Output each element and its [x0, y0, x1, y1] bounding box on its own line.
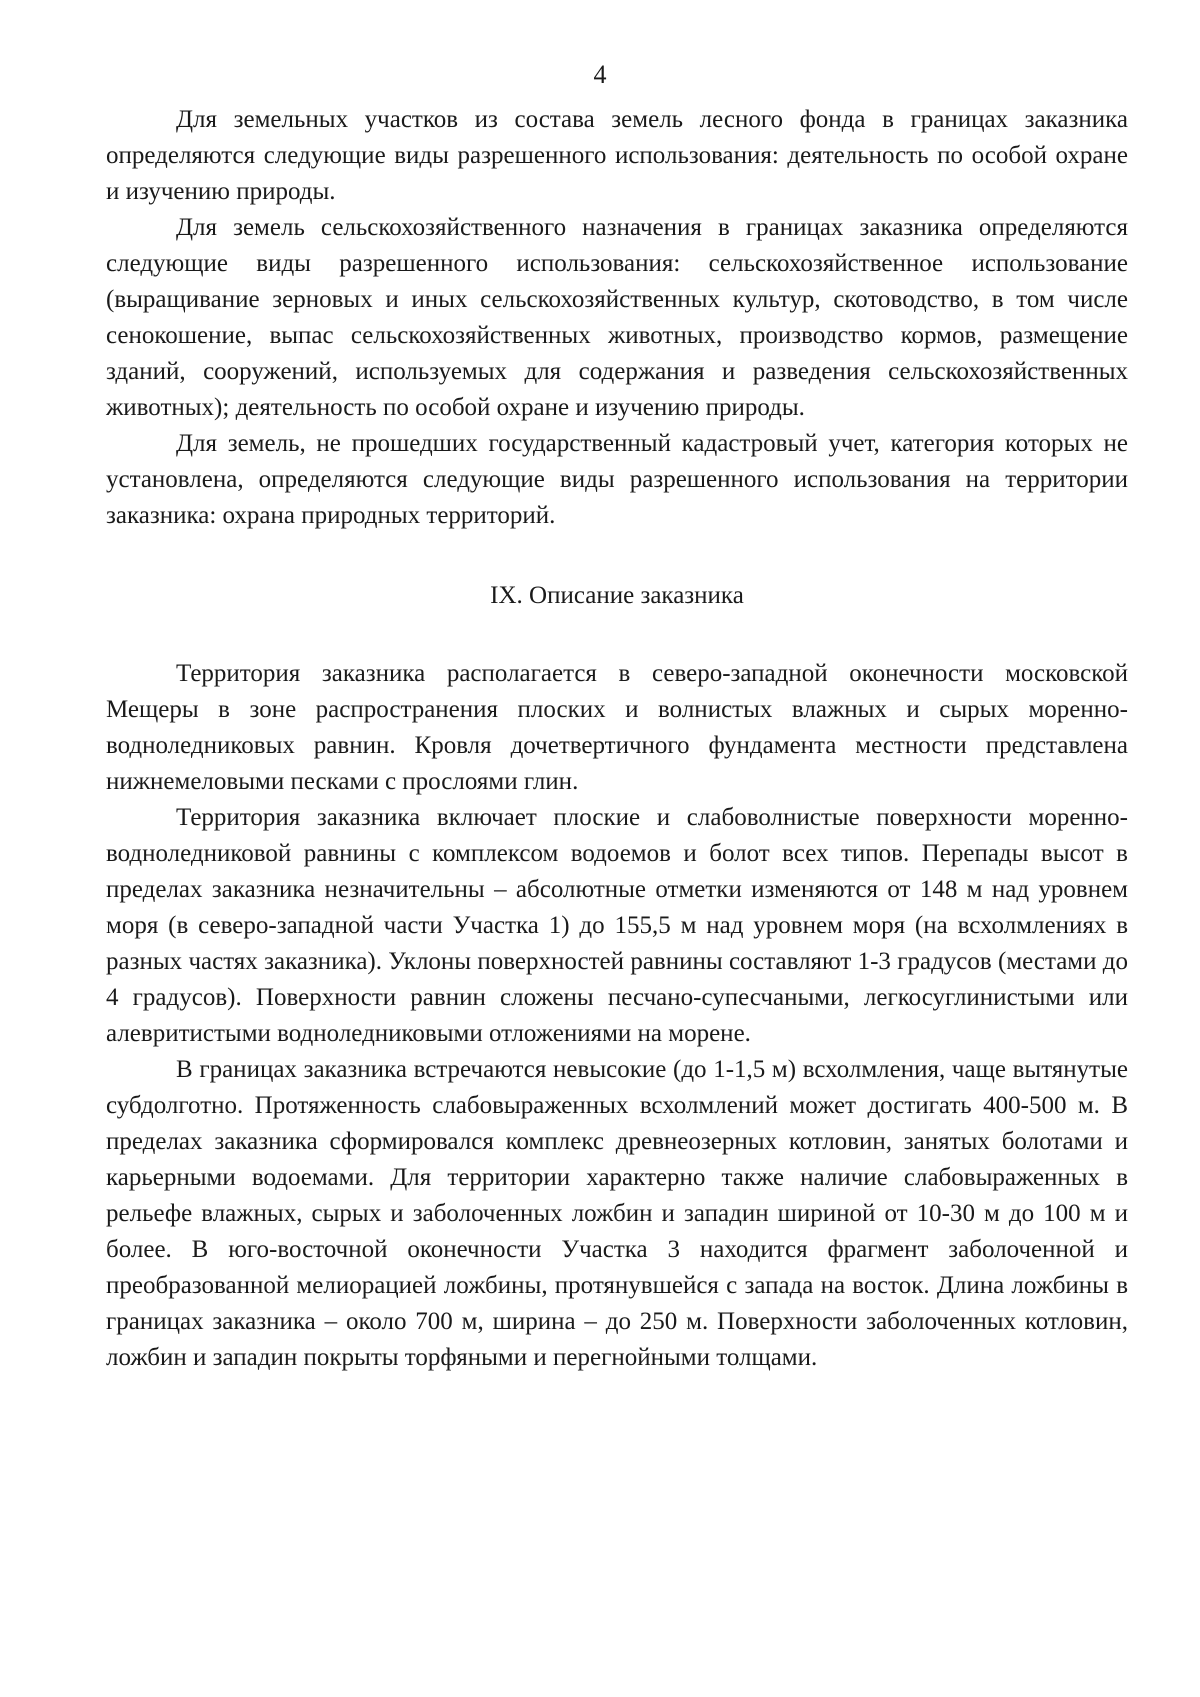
paragraph-territory-location: Территория заказника располагается в северо-западной оконечности московской Мещеры в зоне распространения плоских и волнистых влажных и сырых моренно-водноледниковых равнин. Кровля дочетвертичного фундамента местности представлена нижнемеловыми песками с прослоями глин. — [106, 660, 1128, 795]
section-heading: IX. Описание заказника — [490, 582, 744, 609]
paragraph-hills-and-depressions: В границах заказника встречаются невысокие (до 1-1,5 м) всхолмления, чаще вытянутые субдолготно. Протяженность слабовыраженных всхолмлений может достигать 400-500 м. В пределах заказника сформировался комплекс древнеозерных котловин, занятых болотами и карьерными водоемами. Для территории характерно также наличие слабовыраженных в рельефе влажных, сырых и заболоченных ложбин и западин шириной от 10-30 м до 100 м и более. В юго-восточной оконечности Участка 3 находится фрагмент заболоченной и преобразованной мелиорацией ложбины, протянувшейся с запада на восток. Длина ложбины в границах заказника – около 700 м, ширина – до 250 м. Поверхности заболоченных котловин, ложбин и западин покрыты торфяными и перегнойными толщами. — [106, 1056, 1128, 1371]
paragraph-forest-lands: Для земельных участков из состава земель лесного фонда в границах заказника определяются следующие виды разрешенного использования: деятельность по особой охране и изучению природы. — [106, 106, 1128, 205]
paragraph-unregistered-lands: Для земель, не прошедших государственный кадастровый учет, категория которых не установлена, определяются следующие виды разрешенного использования на территории заказника: охрана природных территорий. — [106, 430, 1128, 529]
paragraph-agricultural-lands: Для земель сельскохозяйственного назначения в границах заказника определяются следующие виды разрешенного использования: сельскохозяйственное использование (выращивание зерновых и иных сельскохозяйственных культур, скотоводство, в том числе сенокошение, выпас сельскохозяйственных животных, производство кормов, размещение зданий, сооружений, используемых для содержания и разведения сельскохозяйственных животных); деятельность по особой охране и изучению природы. — [106, 214, 1128, 421]
document-body — [106, 102, 1128, 1376]
page-number: 4 — [593, 60, 607, 89]
paragraph-relief: Территория заказника включает плоские и слабоволнистые поверхности моренно-водноледниковой равнины с комплексом водоемов и болот всех типов. Перепады высот в пределах заказника незначительны – абсолютные отметки изменяются от 148 м над уровнем моря (в северо-западной части Участка 1) до 155,5 м над уровнем моря (на всхолмлениях в разных частях заказника). Уклоны поверхностей равнины составляют 1-3 градусов (местами до 4 градусов). Поверхности равнин сложены песчано-супесчаными, легкосуглинистыми или алевритистыми водноледниковыми отложениями на морене. — [106, 804, 1128, 1047]
